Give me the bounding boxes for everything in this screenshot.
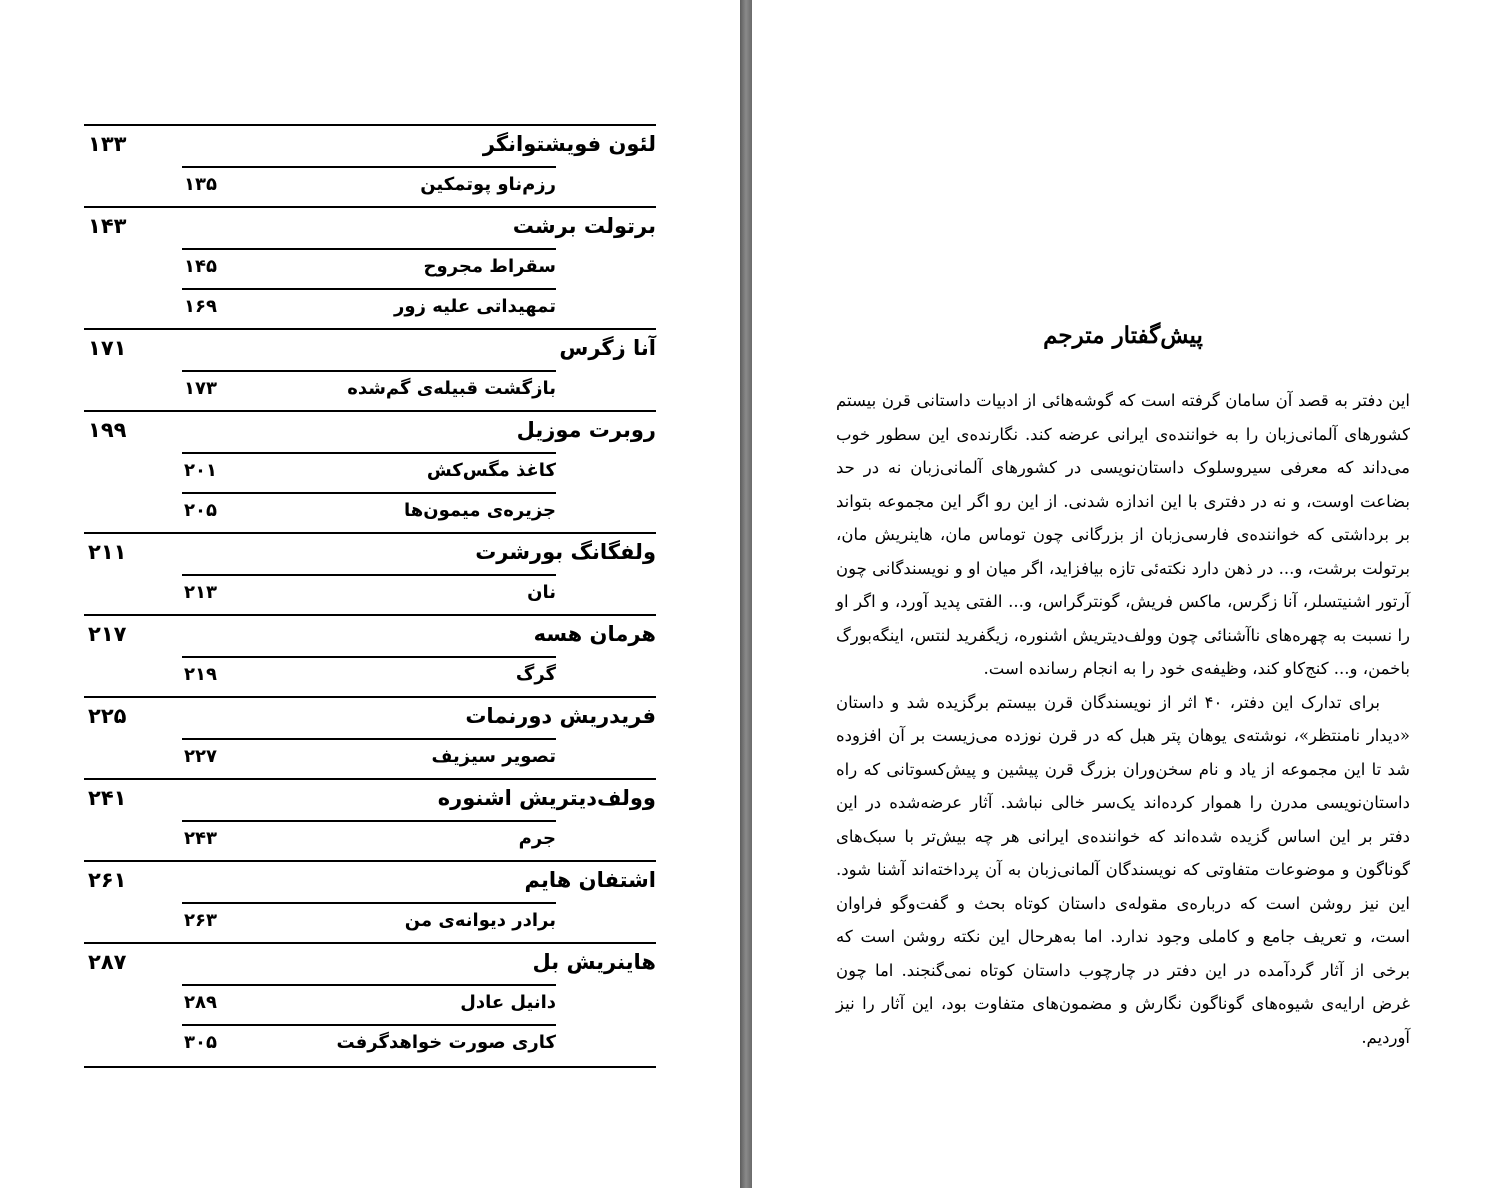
toc-story-row xyxy=(182,166,556,206)
toc-author-row xyxy=(84,206,656,248)
toc-author-page: ۱۹۹ xyxy=(88,418,127,442)
toc-author-row xyxy=(84,778,656,820)
toc-story-title: بازگشت قبیله‌ی گم‌شده xyxy=(347,378,556,399)
toc-story-page: ۲۲۷ xyxy=(184,746,217,767)
toc-author-page: ۱۴۳ xyxy=(88,214,127,238)
toc-story-title: کاغذ مگس‌کش xyxy=(426,460,556,481)
preface-paragraph: برای تدارک این دفتر، ۴۰ اثر از نویسندگان قرن بیستم برگزیده شد و داستان «دیدار نامنتظر»، نوشته‌ی یوهان پتر هبل که در قرن نوزده می‌زیست بر آن افزوده شد تا این مجموعه از یاد و نام سخن‌وران بزرگ قرن پیشین و پیش‌کسوتانی که راه داستان‌نویسی مدرن را هموار کرده‌اند یک‌سر خالی نباشد. آثار عرضه‌شده در این دفتر بر این اساس گزیده شده‌اند که خواننده‌ی ایرانی هر چه بیش‌تر با سبک‌های گوناگون و موضوعات متفاوتی که نویسندگان آلمانی‌زبان به آن پرداخته‌اند آشنا شود. این نیز روشن است که درباره‌ی مقوله‌ی داستان کوتاه بحث و گفت‌وگو فراوان است، و تعریف جامع و کاملی وجود ندارد. اما به‌هرحال این نکته روشن است که برخی از آثار گردآمده در این دفتر در چارچوب داستان کوتاه نمی‌گنجند. اما چون غرض ارایه‌ی شیوه‌های گوناگون نگارش و مضمون‌های متفاوت بود، این آثار را نیز آوردیم. xyxy=(836,692,1410,1047)
toc-story-page: ۲۱۹ xyxy=(184,664,217,685)
toc-author-page: ۲۲۵ xyxy=(88,704,127,728)
toc-story-title: برادر دیوانه‌ی من xyxy=(404,910,556,931)
toc-author-name: برتولت برشت xyxy=(512,214,656,238)
preface-paragraph: این دفتر به قصد آن سامان گرفته است که گوشه‌هائی از ادبیات داستانی قرن بیستم کشورهای آلمانی‌زبان را به خواننده‌ی ایرانی عرضه کند. نگارنده‌ی این سطور خوب می‌داند که معرفی سیروسلوک داستان‌نویسی در کشورهای آلمانی‌زبان نه در حد بضاعت اوست، و نه در دفتری با این اندازه شدنی. از این رو اگر این مجموعه بتواند بر برداشتی که خواننده‌ی فارسی‌زبان از بزرگانی چون توماس مان، هاینریش مان، برتولت برشت، و... در ذهن دارد نکته‌ئی تازه بیافزاید، اگر میان او و نویسندگانی چون آرتور اشنیتسلر، آنا زگرس، ماکس فریش، گونترگراس، و... الفتی پدید آورد، و اگر او را نسبت به چهره‌های ناآشنائی چون وولف‌دیتریش اشنوره، زیگفرید لنتس، اینگه‌بورگ باخمن، و... کنج‌کاو کند، وظیفه‌ی خود را به انجام رسانده است. xyxy=(836,391,1410,678)
toc-author-page: ۲۴۱ xyxy=(88,786,127,810)
toc-story-row xyxy=(182,370,556,410)
toc-story-row xyxy=(182,248,556,288)
toc-story-page: ۲۴۳ xyxy=(184,828,217,849)
toc-author-row xyxy=(84,126,656,166)
toc-author-name: آنا زگرس xyxy=(559,336,656,360)
toc-author-page: ۲۱۷ xyxy=(88,622,127,646)
toc-story-page: ۱۶۹ xyxy=(184,296,217,317)
toc-story-page: ۱۳۵ xyxy=(184,174,217,195)
toc-author-name: روبرت موزیل xyxy=(516,418,656,442)
toc-story-row xyxy=(182,820,556,860)
toc-story-title: تمهیداتی علیه زور xyxy=(394,296,556,317)
toc-author-row xyxy=(84,410,656,452)
toc-author-row xyxy=(84,532,656,574)
toc-story-page: ۱۷۳ xyxy=(184,378,217,399)
toc-author-name: ولفگانگ بورشرت xyxy=(475,540,656,564)
toc-story-row xyxy=(182,574,556,614)
toc-story-title: دانیل عادل xyxy=(460,992,556,1013)
toc-story-title: جزیره‌ی میمون‌ها xyxy=(404,500,556,521)
toc-author-name: لئون فویشتوانگر xyxy=(482,132,656,156)
toc-story-page: ۱۴۵ xyxy=(184,256,217,277)
toc-author-page: ۲۶۱ xyxy=(88,868,127,892)
toc-story-title: تصویر سیزیف xyxy=(431,746,556,767)
toc-story-title: جرم xyxy=(518,828,556,849)
toc-story-title: گرگ xyxy=(515,664,556,685)
toc-story-page: ۲۱۳ xyxy=(184,582,217,603)
preface-title: پیش‌گفتار مترجم xyxy=(1043,322,1203,349)
toc-author-row xyxy=(84,860,656,902)
toc-author-page: ۱۳۳ xyxy=(88,132,127,156)
toc-story-row xyxy=(182,492,556,532)
toc-story-row xyxy=(182,1024,556,1064)
toc-author-name: هاینریش بل xyxy=(532,950,656,974)
toc-author-row xyxy=(84,696,656,738)
toc-author-row xyxy=(84,614,656,656)
toc-author-row xyxy=(84,328,656,370)
toc-story-page: ۳۰۵ xyxy=(184,1032,217,1053)
toc-story-page: ۲۰۱ xyxy=(184,460,217,481)
toc-story-row xyxy=(182,288,556,328)
toc-story-title: سقراط مجروح xyxy=(423,256,556,277)
toc-story-page: ۲۰۵ xyxy=(184,500,217,521)
toc-author-name: وولف‌دیتریش اشنوره xyxy=(437,786,656,810)
toc-author-name: اشتفان هایم xyxy=(524,868,656,892)
preface-body xyxy=(836,384,1410,1054)
toc-story-title: رزم‌ناو پوتمکین xyxy=(420,174,556,195)
toc-story-title: نان xyxy=(527,582,556,603)
toc-author-name: هرمان هسه xyxy=(533,622,656,646)
toc-story-row xyxy=(182,452,556,492)
toc-story-row xyxy=(182,902,556,942)
toc-story-page: ۲۸۹ xyxy=(184,992,217,1013)
toc-bottom-rule xyxy=(84,1066,656,1068)
toc-story-title: کاری صورت خواهدگرفت xyxy=(336,1032,556,1053)
toc-author-page: ۱۷۱ xyxy=(88,336,127,360)
toc-author-name: فریدریش دورنمات xyxy=(465,704,656,728)
toc-author-page: ۲۸۷ xyxy=(88,950,127,974)
table-of-contents xyxy=(84,124,656,1068)
toc-story-row xyxy=(182,738,556,778)
toc-story-row xyxy=(182,656,556,696)
book-spine xyxy=(740,0,752,1188)
toc-story-page: ۲۶۳ xyxy=(184,910,217,931)
toc-author-page: ۲۱۱ xyxy=(88,540,127,564)
toc-story-row xyxy=(182,984,556,1024)
toc-author-row xyxy=(84,942,656,984)
